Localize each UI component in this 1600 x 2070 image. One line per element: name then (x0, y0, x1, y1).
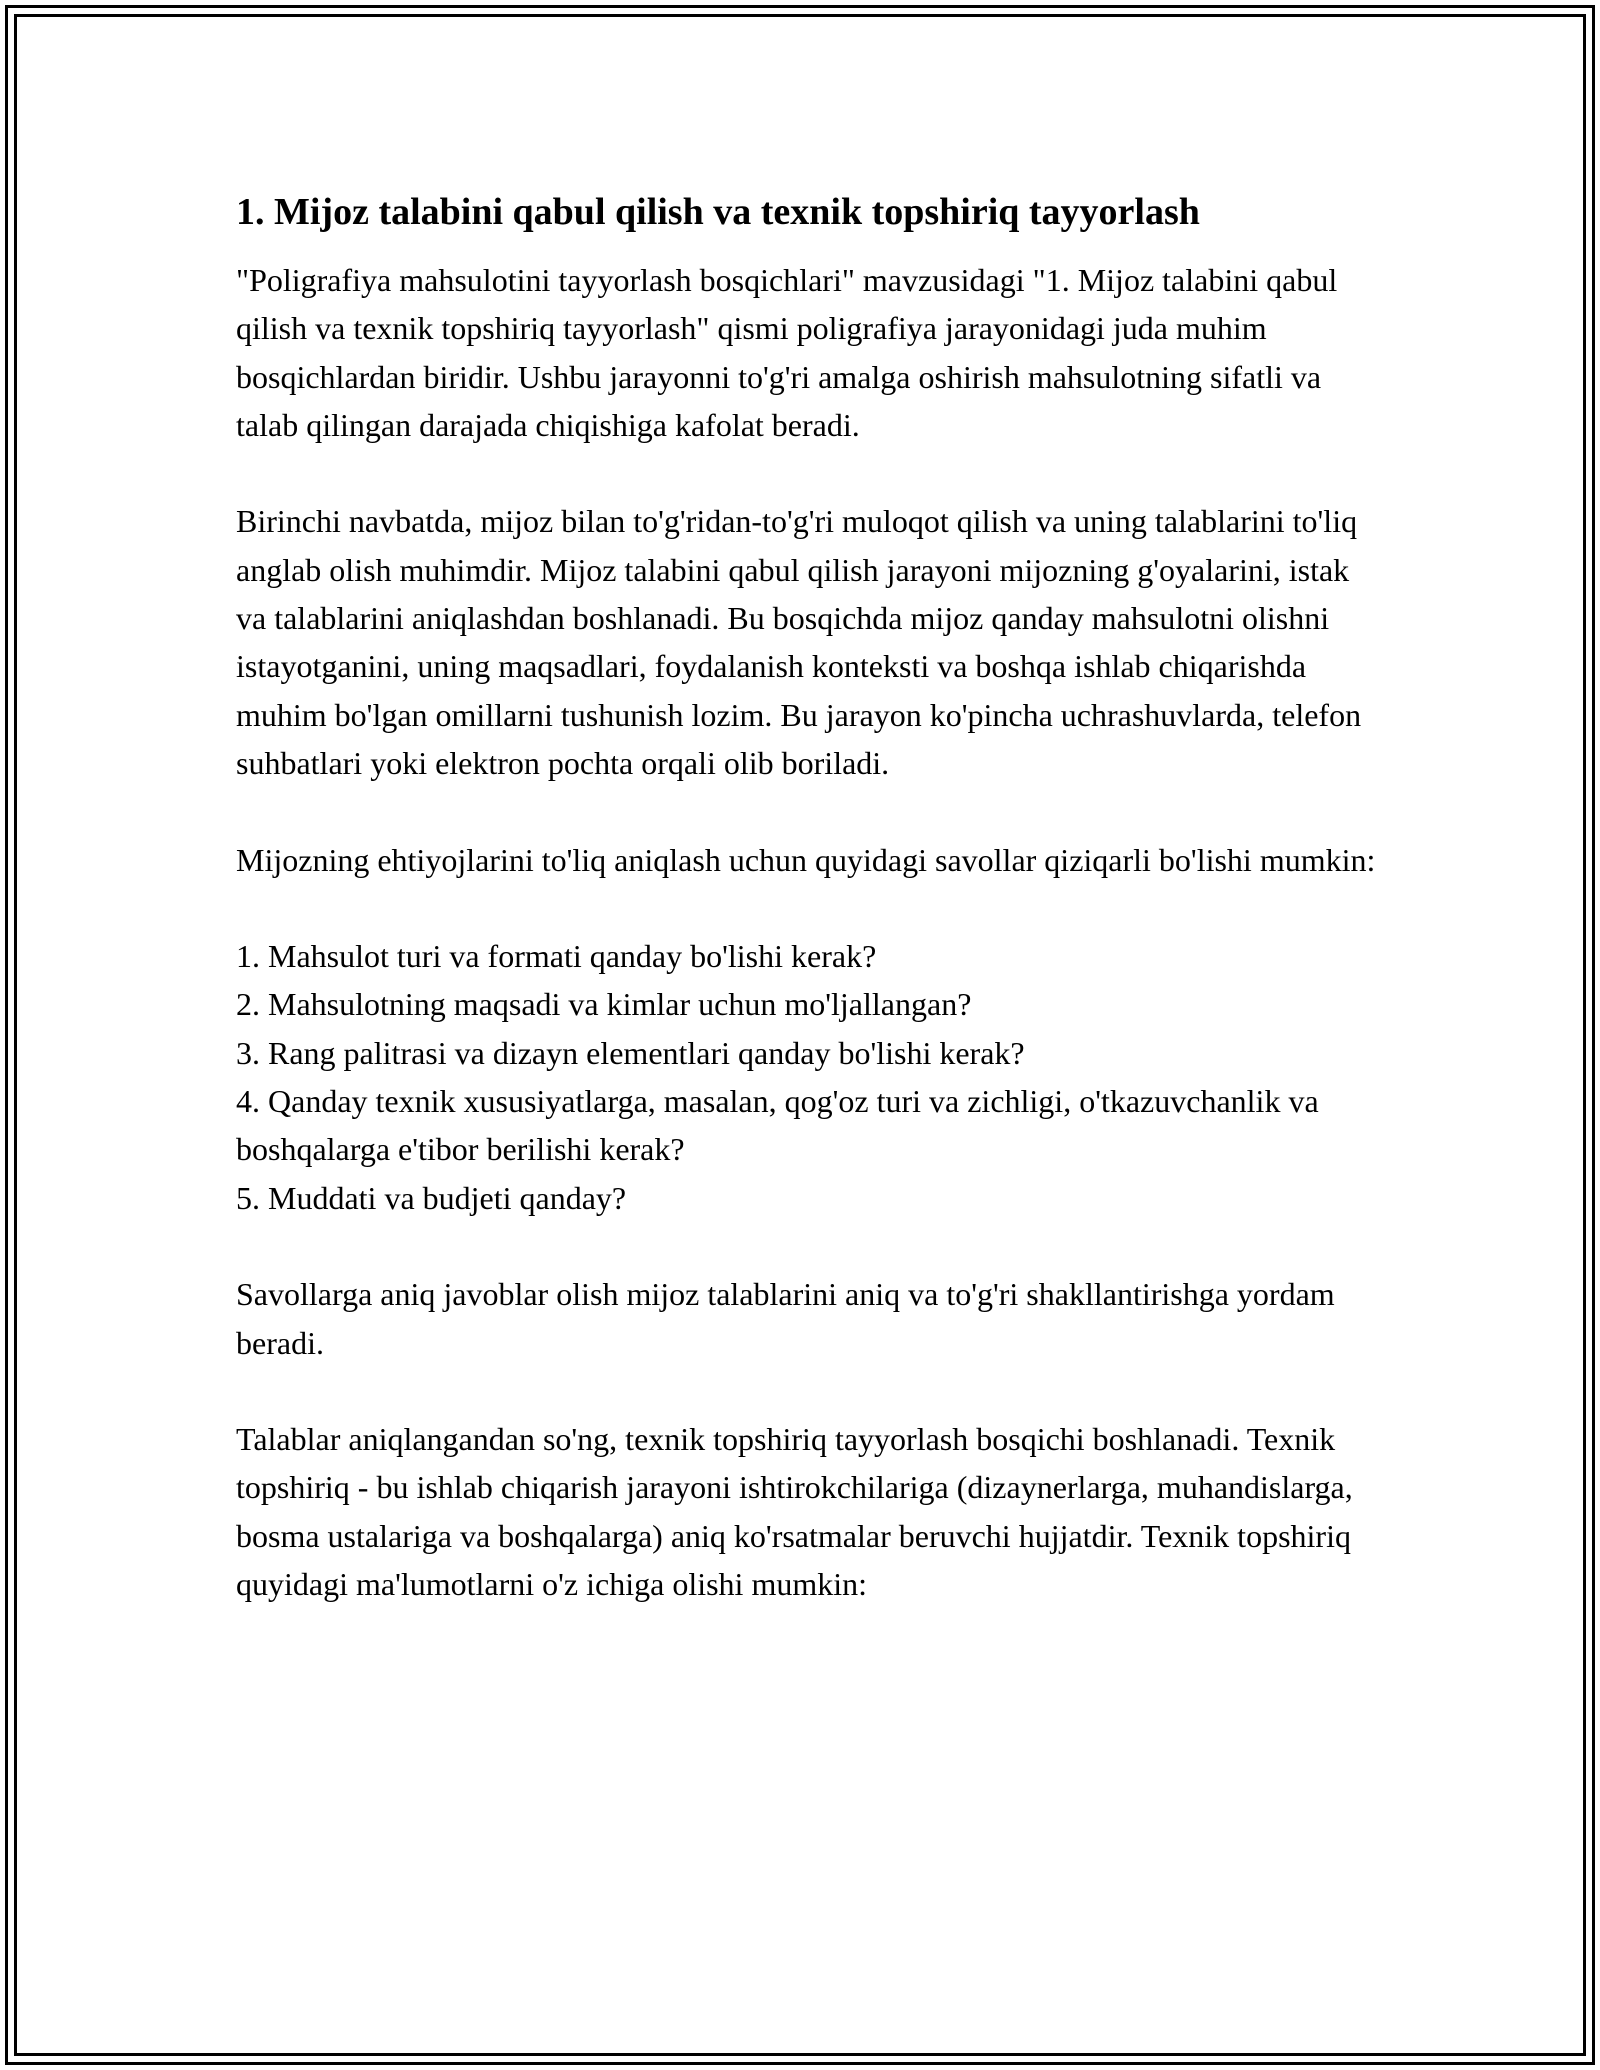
questions-intro-paragraph: Mijozning ehtiyojlarini to'liq aniqlash uchun quyidagi savollar qiziqarli bo'lishi mumkin: (236, 841, 1376, 878)
intro-paragraph: "Poligrafiya mahsulotini tayyorlash bosqichlari" mavzusidagi "1. Mijoz talabini qabul qilish va texnik topshiriq tayyorlash" qismi poligrafiya jarayonidagi juda muhim bosqichlardan biridir. Ushbu jarayonni to'g'ri amalga oshirish mahsulotning sifatli va talab qilingan darajada chiqishiga kafolat beradi. (236, 262, 1338, 443)
paragraph-spacer (236, 787, 1386, 835)
list-item: 2. Mahsulotning maqsadi va kimlar uchun mo'ljallangan? (236, 986, 972, 1023)
answers-paragraph: Savollarga aniq javoblar olish mijoz talablarini aniq va to'g'ri shakllantirishga yordam beradi. (236, 1276, 1335, 1361)
list-item: 3. Rang palitrasi va dizayn elementlari qanday bo'lishi kerak? (236, 1034, 1025, 1071)
paragraph-spacer (236, 1367, 1386, 1415)
client-communication-paragraph: Birinchi navbatda, mijoz bilan to'g'ridan-to'g'ri muloqot qilish va uning talablarini to'liq anglab olish muhimdir. Mijoz talabini qabul qilish jarayoni mijozning g'oyalarini, istak va talablarini aniqlashdan boshlanadi. Bu bosqichda mijoz qanday mahsulotni olishni istayotganini, uning maqsadlari, foydalanish konteksti va boshqa ishlab chiqarishda muhim bo'lgan omillarni tushunish lozim. Bu jarayon ko'pincha uchrashuvlarda, telefon suhbatlari yoki elektron pochta orqali olib boriladi. (236, 503, 1362, 781)
paragraph-spacer (236, 449, 1386, 497)
list-item: 4. Qanday texnik xususiyatlarga, masalan, qog'oz turi va zichligi, o'tkazuvchanlik va boshqalarga e'tibor berilishi kerak? (236, 1083, 1319, 1168)
section-heading: 1. Mijoz talabini qabul qilish va texnik topshiriq tayyorlash (236, 191, 1200, 233)
paragraph-spacer (236, 884, 1386, 932)
technical-task-paragraph: Talablar aniqlangandan so'ng, texnik topshiriq tayyorlash bosqichi boshlanadi. Texnik topshiriq - bu ishlab chiqarish jarayoni ishtirokchilariga (dizaynerlarga, muhandislarga, bosma ustalariga va boshqalarga) aniq ko'rsatmalar beruvchi hujjatdir. Texnik topshiriq quyidagi ma'lumotlarni o'z ichiga olishi mumkin: (236, 1421, 1353, 1603)
list-item: 5. Muddati va budjeti qanday? (236, 1179, 627, 1216)
questions-list (236, 932, 1386, 1222)
paragraph-spacer (236, 1222, 1386, 1270)
document-body (236, 188, 1386, 1608)
list-item: 1. Mahsulot turi va formati qanday bo'lishi kerak? (236, 938, 877, 975)
